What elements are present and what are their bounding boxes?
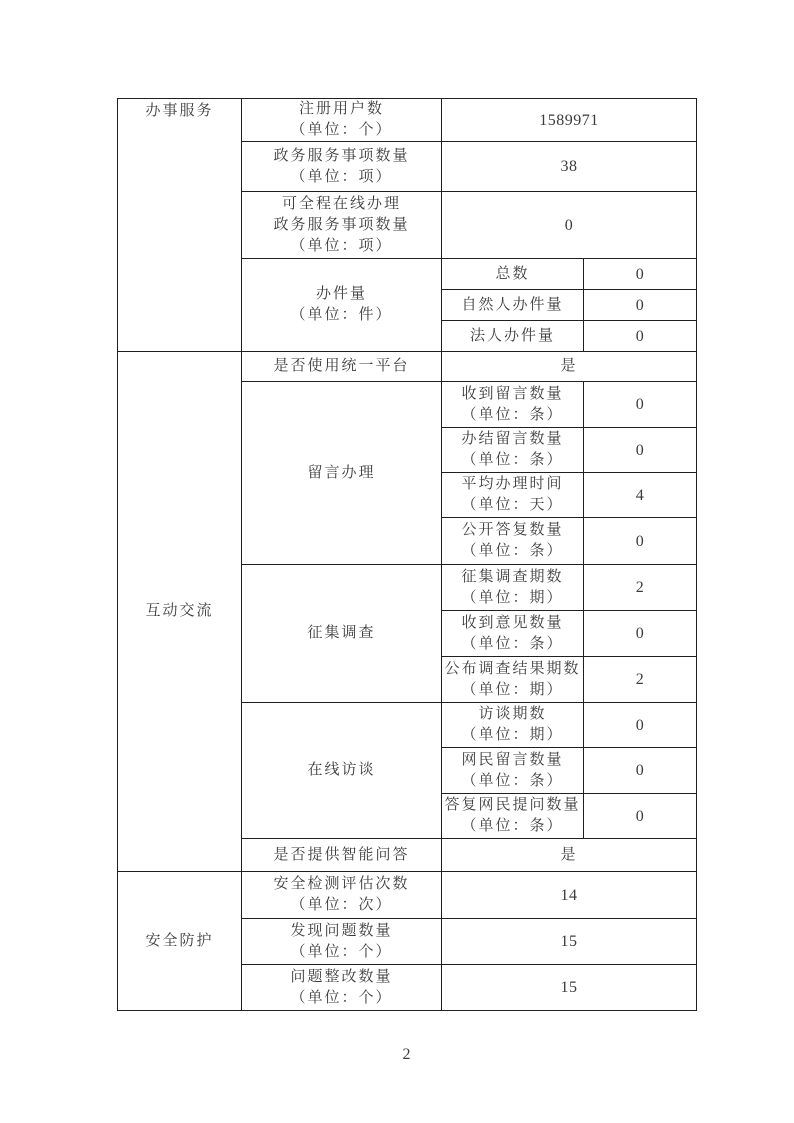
cell-problems-found-label: [242, 919, 442, 965]
section-cell-security: 安全防护: [118, 872, 242, 1011]
label-line: 征集调查期数: [461, 568, 564, 585]
unit-line: （单位：个）: [290, 122, 393, 138]
cell-survey-periods-value: 2: [584, 565, 697, 611]
cell-service-items-value: 38: [442, 142, 697, 192]
cell-survey-group: 征集调查: [242, 565, 442, 703]
cell-case-total-value: 0: [584, 259, 697, 290]
cell-service-items-label: [242, 142, 442, 192]
cell-case-legal-person-label: 法人办件量: [442, 321, 584, 352]
label-line: 答复网民提问数量: [444, 797, 581, 813]
cell-survey-results-label: [442, 657, 584, 703]
cell-registered-users-label: [242, 99, 442, 142]
cell-smart-qa-label: 是否提供智能问答: [242, 839, 442, 872]
label-line: 收到留言数量: [461, 385, 564, 402]
cell-opinions-received-value: 0: [584, 611, 697, 657]
cell-smart-qa-value: 是: [442, 839, 697, 872]
unit-line: （单位：条）: [461, 635, 564, 652]
unit-line: （单位：条）: [461, 543, 564, 559]
section-cell-interaction: 互动交流: [118, 352, 242, 872]
cell-avg-handling-time-label: [442, 473, 584, 518]
unit-line: （单位：项）: [290, 168, 393, 185]
cell-unified-platform-label: 是否使用统一平台: [242, 352, 442, 382]
label-line: 安全检测评估次数: [273, 876, 410, 892]
unit-line: （单位：条）: [461, 772, 564, 789]
cell-full-online-items-value: 0: [442, 192, 697, 259]
label-line: 收到意见数量: [461, 614, 564, 631]
cell-survey-periods-label: [442, 565, 584, 611]
cell-problems-rectified-value: 15: [442, 965, 697, 1011]
cell-problems-rectified-label: [242, 965, 442, 1011]
cell-questions-answered-label: [442, 794, 584, 839]
cell-netizen-messages-value: 0: [584, 748, 697, 794]
label-line: 访谈期数: [478, 706, 547, 722]
cell-messages-completed-label: [442, 428, 584, 473]
cell-netizen-messages-label: [442, 748, 584, 794]
unit-line: （单位：期）: [461, 727, 564, 743]
label-line: 注册用户数: [298, 101, 384, 117]
label-line: 办结留言数量: [461, 431, 564, 447]
unit-line: （单位：个）: [290, 989, 393, 1006]
label-line: 政务服务事项数量: [273, 147, 410, 164]
unit-line: （单位：条）: [461, 818, 564, 834]
cell-survey-results-value: 2: [584, 657, 697, 703]
cell-security-assessments-value: 14: [442, 872, 697, 919]
label-line: 公开答复数量: [461, 522, 564, 538]
section-cell-service: 办事服务: [118, 99, 242, 352]
unit-line: （单位：条）: [461, 406, 564, 423]
page-number: 2: [402, 1046, 411, 1063]
cell-case-volume-group: [242, 259, 442, 352]
cell-security-assessments-label: [242, 872, 442, 919]
unit-line: （单位：件）: [290, 307, 393, 323]
cell-problems-found-value: 15: [442, 919, 697, 965]
cell-case-total-label: 总数: [442, 259, 584, 290]
cell-interview-periods-value: 0: [584, 703, 697, 748]
cell-interview-periods-label: [442, 703, 584, 748]
cell-full-online-items-label: [242, 192, 442, 259]
cell-registered-users-value: 1589971: [442, 99, 697, 142]
cell-public-replies-label: [442, 518, 584, 565]
cell-avg-handling-time-value: 4: [584, 473, 697, 518]
cell-opinions-received-label: [442, 611, 584, 657]
cell-messages-completed-value: 0: [584, 428, 697, 473]
cell-messages-received-label: [442, 382, 584, 428]
unit-line: （单位：项）: [290, 237, 393, 254]
report-table: [117, 98, 697, 1011]
cell-case-legal-person-value: 0: [584, 321, 697, 352]
unit-line: （单位：天）: [461, 497, 564, 513]
unit-line: （单位：期）: [461, 589, 564, 606]
cell-public-replies-value: 0: [584, 518, 697, 565]
cell-questions-answered-value: 0: [584, 794, 697, 839]
cell-case-natural-person-value: 0: [584, 290, 697, 321]
label-line: 发现问题数量: [290, 922, 393, 939]
label-line: 网民留言数量: [461, 751, 564, 768]
cell-message-handling-group: 留言办理: [242, 382, 442, 565]
cell-messages-received-value: 0: [584, 382, 697, 428]
label-line: 公布调查结果期数: [444, 660, 581, 677]
cell-unified-platform-value: 是: [442, 352, 697, 382]
cell-case-natural-person-label: 自然人办件量: [442, 290, 584, 321]
label-line: 办件量: [315, 286, 367, 302]
unit-line: （单位：期）: [461, 681, 564, 698]
cell-online-interview-group: 在线访谈: [242, 703, 442, 839]
label-line: 问题整改数量: [290, 968, 393, 985]
label-line: 可全程在线办理: [281, 195, 401, 212]
label-line: 政务服务事项数量: [273, 216, 410, 233]
unit-line: （单位：条）: [461, 452, 564, 468]
unit-line: （单位：次）: [290, 897, 393, 913]
unit-line: （单位：个）: [290, 943, 393, 960]
label-line: 平均办理时间: [461, 476, 564, 492]
